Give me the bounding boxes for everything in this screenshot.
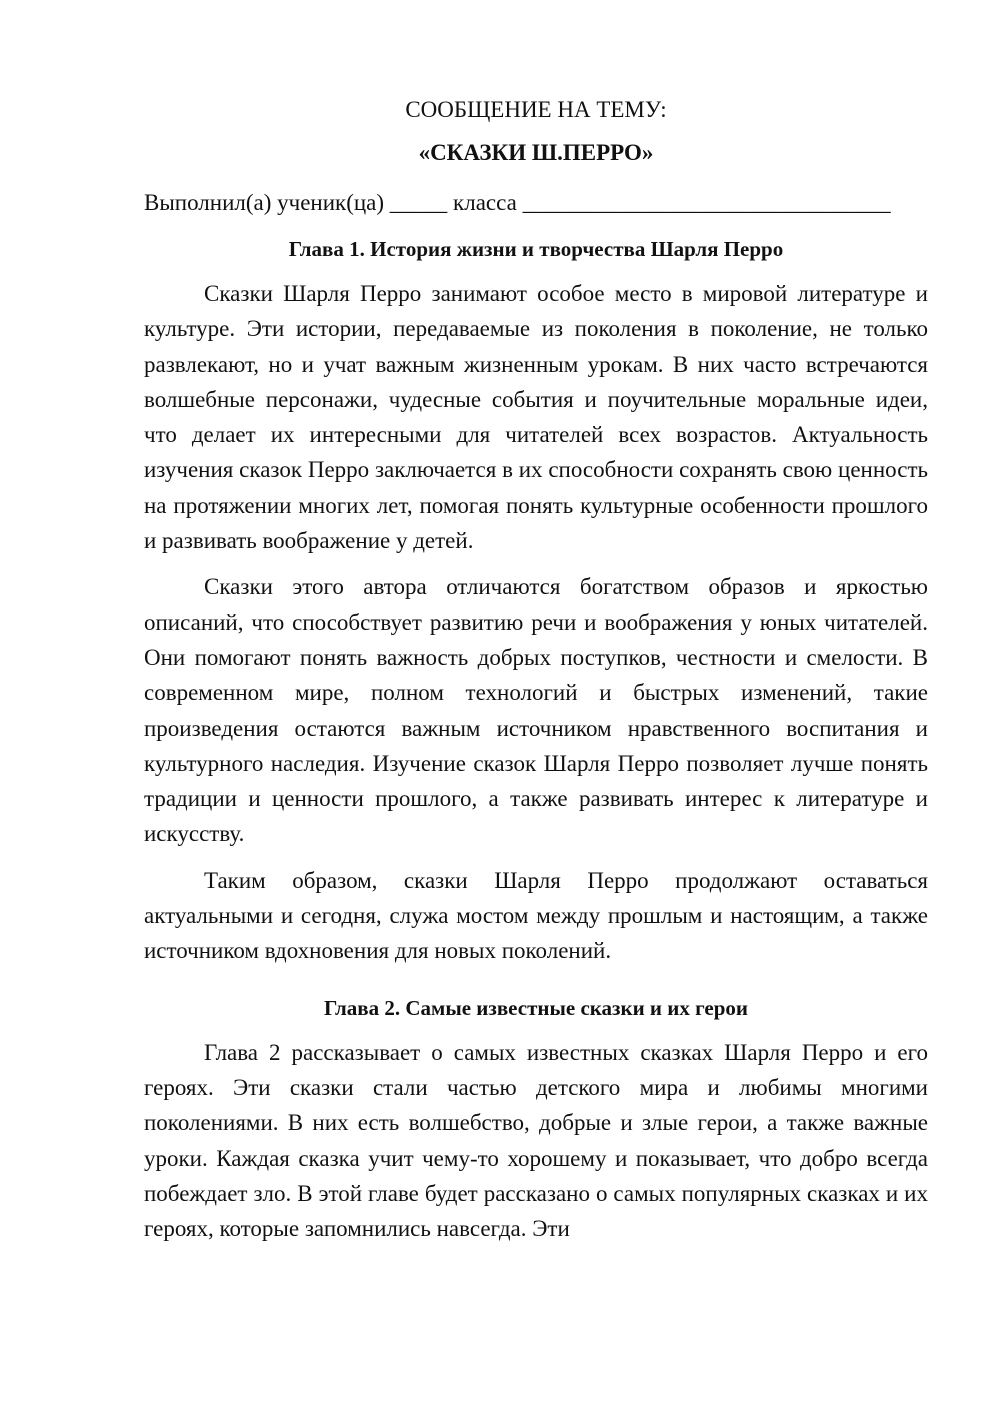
title-line-topic: СООБЩЕНИЕ НА ТЕМУ: [405,97,667,122]
chapter-2-paragraph-1: Глава 2 рассказывает о самых известных сказках Шарля Перро и его героях. Эти сказки стали частью детского мира и любимы многими поколениями. В них есть волшебство, добрые и злые герои, а также важные уроки. Каждая сказка учит чему-то хорошему и показывает, что добро всегда побеждает зло. В этой главе будет рассказано о самых популярных сказках и их героях, которые запомнились навсегда. Эти [144,1039,928,1242]
chapter-1-paragraph-3: Таким образом, сказки Шарля Перро продолжают оставаться актуальными и сегодня, служа мостом между прошлым и настоящим, а также источником вдохновения для новых поколений. [144,867,928,964]
chapter-1 [144,232,928,969]
chapter-2 [144,991,928,1247]
student-info-line: Выполнил(а) ученик(ца) _____ класса ________________________________ [144,190,891,215]
chapter-1-paragraph-1: Сказки Шарля Перро занимают особое место в мировой литературе и культуре. Эти истории, передаваемые из поколения в поколение, не только развлекают, но и учат важным жизненным урокам. В них часто встречаются волшебные персонажи, чудесные события и поучительные моральные идеи, что делает их интересными для читателей всех возрастов. Актуальность изучения сказок Перро заключается в их способности сохранять свою ценность на протяжении многих лет, помогая понять культурные особенности прошлого и развивать воображение у детей. [144,281,928,554]
document-content [144,92,928,1246]
chapter-2-heading: Глава 2. Самые известные сказки и их герои [323,995,748,1020]
chapter-1-heading: Глава 1. История жизни и творчества Шарля Перро [288,237,784,261]
chapter-1-paragraph-2: Сказки этого автора отличаются богатством образов и яркостью описаний, что способствует развитию речи и воображения у юных читателей. Они помогают понять важность добрых поступков, честности и смелости. В современном мире, полном технологий и быстрых изменений, такие произведения остаются важным источником нравственного воспитания и культурного наследия. Изучение сказок Шарля Перро позволяет лучше понять традиции и ценности прошлого, а также развивать интерес к литературе и искусству. [144,574,928,847]
title-line-subject: «СКАЗКИ Ш.ПЕРРО» [418,140,654,165]
